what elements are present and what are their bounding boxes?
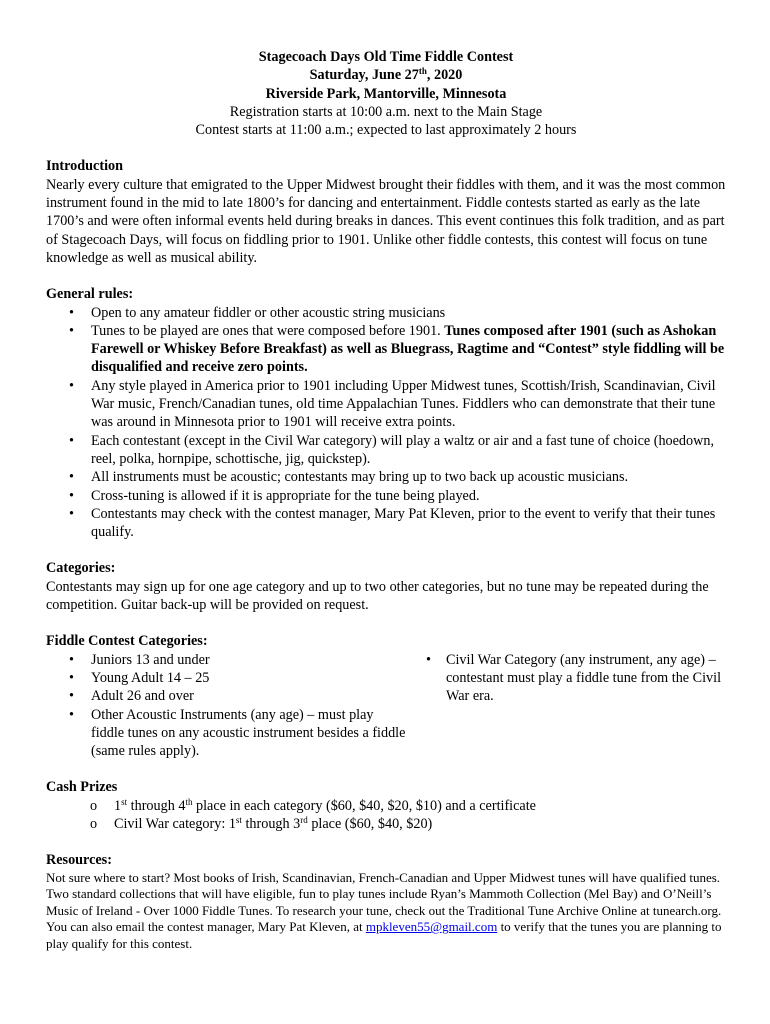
fiddle-categories-right-column	[416, 651, 726, 761]
list-item: • Young Adult 14 – 25	[46, 669, 416, 687]
cash-prizes-heading: Cash Prizes	[46, 779, 118, 796]
list-item: • Tunes to be played are ones that were composed before 1901. Tunes composed after 1901 (such as Ashokan Farewell or Whiskey Before Breakfast) as well as Bluegrass, Ragtime and “Contest” style fiddling will be disqualified and receive zero points.	[46, 322, 726, 377]
list-item: • Open to any amateur fiddler or other acoustic string musicians	[46, 304, 726, 322]
resources-heading: Resources:	[46, 852, 112, 869]
fiddle-categories-heading: Fiddle Contest Categories:	[46, 633, 208, 650]
general-rules-heading: General rules:	[46, 286, 134, 303]
cash-prizes-list	[46, 797, 726, 834]
fiddle-categories-left-list	[46, 651, 416, 761]
general-rules-list	[46, 304, 726, 542]
list-item: • Each contestant (except in the Civil War category) will play a waltz or air and a fast tune of choice (hoedown, reel, polka, hornpipe, schottische, jig, quickstep).	[46, 432, 726, 469]
list-item: • Civil War Category (any instrument, any age) – contestant must play a fiddle tune from the Civil War era.	[416, 651, 726, 706]
fiddle-categories-left-column	[46, 651, 416, 761]
list-item: • Contestants may check with the contest manager, Mary Pat Kleven, prior to the event to verify that their tunes qualify.	[46, 505, 726, 542]
resources-section	[46, 851, 726, 952]
cash-prizes-section	[46, 778, 726, 833]
introduction-heading: Introduction	[46, 158, 123, 175]
document-page	[46, 48, 726, 953]
list-item: • Juniors 13 and under	[46, 651, 416, 669]
resources-text: Not sure where to start? Most books of Irish, Scandinavian, French-Canadian and Upper Midwest tunes will have qualified tunes. Two standard collections that will have eligible, fun to play tunes include Ryan’s Mammoth Collection (Mel Bay) and O’Neill’s Music of Ireland - Over 1000 Fiddle Tunes. To research your tune, check out the Traditional Tune Archive Online at tunearch.org. You can also email the contest manager, Mary Pat Kleven, at mpkleven55@gmail.com to verify that the tunes you are planning to play qualify for this contest.	[46, 869, 722, 951]
list-item: • Adult 26 and over	[46, 687, 416, 705]
list-item: • Cross-tuning is allowed if it is appropriate for the tune being played.	[46, 487, 726, 505]
list-item: • Any style played in America prior to 1901 including Upper Midwest tunes, Scottish/Irish, Scandinavian, Civil War music, French/Canadian tunes, old time Appalachian Tunes. Fiddlers who can demonstrate that their tune was around in Minnesota prior to 1901 will receive extra points.	[46, 377, 726, 432]
list-item: • Other Acoustic Instruments (any age) – must play fiddle tunes on any acoustic instrument besides a fiddle (same rules apply).	[46, 706, 416, 761]
contest-start-info: Contest starts at 11:00 a.m.; expected to last approximately 2 hours	[195, 122, 577, 139]
contest-date: Saturday, June 27th, 2020	[309, 66, 463, 84]
categories-section	[46, 559, 726, 614]
registration-info: Registration starts at 10:00 a.m. next to the Main Stage	[229, 103, 543, 120]
list-item: o 1st through 4th place in each category ($60, $40, $20, $10) and a certificate	[46, 797, 726, 815]
general-rules-section	[46, 285, 726, 541]
contest-location: Riverside Park, Mantorville, Minnesota	[265, 85, 507, 102]
email-link[interactable]: mpkleven55@gmail.com	[365, 919, 498, 935]
contest-title: Stagecoach Days Old Time Fiddle Contest	[258, 49, 514, 65]
list-item: o Civil War category: 1st through 3rd place ($60, $40, $20)	[46, 815, 726, 833]
categories-heading: Categories:	[46, 560, 116, 577]
fiddle-categories-section	[46, 632, 726, 760]
introduction-section	[46, 157, 726, 267]
introduction-text: Nearly every culture that emigrated to the Upper Midwest brought their fiddles with them, and it was the most common instrument found in the mid to late 1800’s for dancing and entertainment. Fiddle contests started as early as the late 1700’s and were often informal events held during breaks in dances. This event continues this folk tradition, and as part of Stagecoach Days, will focus on fiddling prior to 1901. Unlike other fiddle contests, this contest will focus on tune knowledge as well as musical ability.	[46, 176, 726, 266]
categories-text: Contestants may sign up for one age category and up to two other categories, but no tune may be repeated during the competition. Guitar back-up will be provided on request.	[46, 578, 709, 614]
list-item: • All instruments must be acoustic; contestants may bring up to two back up acoustic musicians.	[46, 468, 726, 486]
document-header	[46, 48, 726, 139]
fiddle-categories-right-list	[416, 651, 726, 706]
fiddle-categories-columns	[46, 651, 726, 761]
